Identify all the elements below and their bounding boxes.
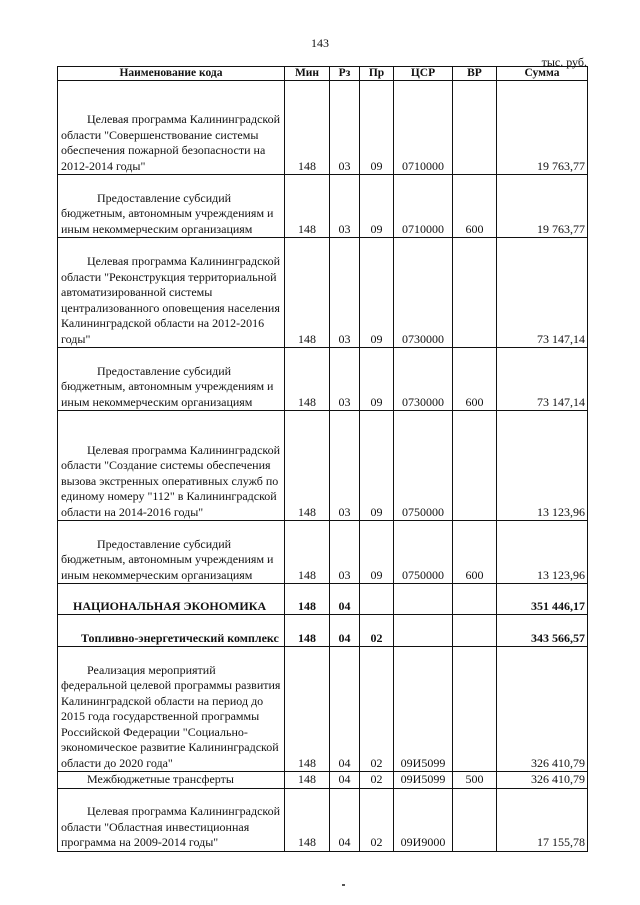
row-min: 148 [285,584,330,615]
row-sum: 13 123,96 [497,521,588,584]
row-rz: 04 [330,584,360,615]
table-row [58,521,588,584]
row-min: 148 [285,615,330,647]
row-sum: 326 410,79 [497,772,588,789]
row-min: 148 [285,348,330,411]
table-row [58,772,588,789]
table-row [58,615,588,647]
table-row [58,81,588,175]
row-pr: 09 [360,348,394,411]
row-vr: 500 [453,772,497,789]
row-vr: 600 [453,175,497,238]
row-name: Целевая программа Калининградской области "Создание системы обеспечения вызова экстренных оперативных служб по единому номеру "112" в Калининградской области на 2014-2016 годы" [61,442,281,519]
column-header-min: Мин [285,67,330,81]
row-csr: 09И5099 [394,647,453,772]
row-min: 148 [285,81,330,175]
row-name-cell [58,772,285,789]
row-vr: 600 [453,521,497,584]
row-name: НАЦИОНАЛЬНАЯ ЭКОНОМИКА [73,598,267,613]
table-row [58,175,588,238]
row-csr: 0710000 [394,175,453,238]
column-header-vr: ВР [453,67,497,81]
row-min: 148 [285,175,330,238]
row-name: Топливно-энергетический комплекс [81,630,279,645]
row-csr: 0730000 [394,238,453,348]
row-min: 148 [285,772,330,789]
row-csr: 0750000 [394,521,453,584]
row-min: 148 [285,647,330,772]
page-number: 143 [311,36,329,50]
column-header-pr: Пр [360,67,394,81]
row-name-cell [58,81,285,175]
row-name: Целевая программа Калининградской области "Реконструкция территориальной автоматизированной системы централизованного оповещения населения Калининградской области на 2012-2016 годы" [61,254,281,346]
row-name: Предоставление субсидий бюджетным, автономным учреждениям и иным некоммерческим организациям [61,363,274,409]
column-header-rz: Рз [330,67,360,81]
column-header-csr: ЦСР [394,67,453,81]
row-csr: 09И9000 [394,788,453,851]
row-name: Реализация мероприятий федеральной целевой программы развития Калининградской области на период до 2015 года государственной программы Российской Федерации "Социально-экономическое развитие Калининградской области до 2020 года" [61,662,281,770]
row-min: 148 [285,411,330,521]
row-vr [453,615,497,647]
row-rz: 03 [330,411,360,521]
row-name: Целевая программа Калининградской области "Областная инвестиционная программа на 2009-2014 годы" [61,804,281,849]
row-name-cell [58,411,285,521]
row-rz: 04 [330,772,360,789]
column-header-sum: Сумма [497,67,588,81]
row-vr: 600 [453,348,497,411]
row-name-cell [58,788,285,851]
row-sum: 326 410,79 [497,647,588,772]
row-pr [360,584,394,615]
row-sum: 73 147,14 [497,348,588,411]
row-pr: 02 [360,647,394,772]
row-rz: 04 [330,647,360,772]
row-sum: 17 155,78 [497,788,588,851]
row-name-cell [58,647,285,772]
row-pr: 09 [360,521,394,584]
row-vr [453,238,497,348]
row-pr: 09 [360,81,394,175]
row-rz: 03 [330,348,360,411]
row-csr: 0710000 [394,81,453,175]
row-sum: 73 147,14 [497,238,588,348]
row-rz: 03 [330,175,360,238]
row-name-cell [58,175,285,238]
row-min: 148 [285,788,330,851]
row-sum: 351 446,17 [497,584,588,615]
row-sum: 343 566,57 [497,615,588,647]
row-name-cell [58,615,285,647]
row-name: Предоставление субсидий бюджетным, автономным учреждениям и иным некоммерческим организациям [61,190,274,236]
row-sum: 19 763,77 [497,175,588,238]
row-name: Предоставление субсидий бюджетным, автономным учреждениям и иным некоммерческим организациям [61,536,274,582]
row-csr: 0750000 [394,411,453,521]
table-row [58,238,588,348]
column-header-name: Наименование кода [58,67,285,81]
row-rz: 04 [330,615,360,647]
row-csr: 0730000 [394,348,453,411]
row-csr [394,584,453,615]
row-rz: 03 [330,81,360,175]
row-name: Межбюджетные трансферты [87,772,234,786]
row-vr [453,788,497,851]
row-min: 148 [285,521,330,584]
row-pr: 02 [360,772,394,789]
row-sum: 13 123,96 [497,411,588,521]
table-row [58,348,588,411]
row-name: Целевая программа Калининградской области "Совершенствование системы обеспечения пожарной безопасности на 2012-2014 годы" [61,112,281,173]
table-row [58,411,588,521]
row-vr [453,81,497,175]
row-pr: 09 [360,238,394,348]
row-rz: 03 [330,238,360,348]
row-pr: 09 [360,175,394,238]
row-csr [394,615,453,647]
row-min: 148 [285,238,330,348]
row-sum: 19 763,77 [497,81,588,175]
row-name-cell [58,348,285,411]
table-header-row [58,67,588,81]
table-row [58,584,588,615]
units-label: тыс. руб. [541,55,587,69]
row-rz: 03 [330,521,360,584]
row-vr [453,411,497,521]
row-name-cell [58,238,285,348]
row-vr [453,647,497,772]
row-name-cell [58,521,285,584]
table-row [58,647,588,772]
row-name-cell [58,584,285,615]
row-pr: 02 [360,615,394,647]
row-vr [453,584,497,615]
row-rz: 04 [330,788,360,851]
table-row [58,788,588,851]
row-csr: 09И5099 [394,772,453,789]
scan-mark [342,884,345,886]
row-pr: 09 [360,411,394,521]
row-pr: 02 [360,788,394,851]
budget-table [57,66,588,852]
